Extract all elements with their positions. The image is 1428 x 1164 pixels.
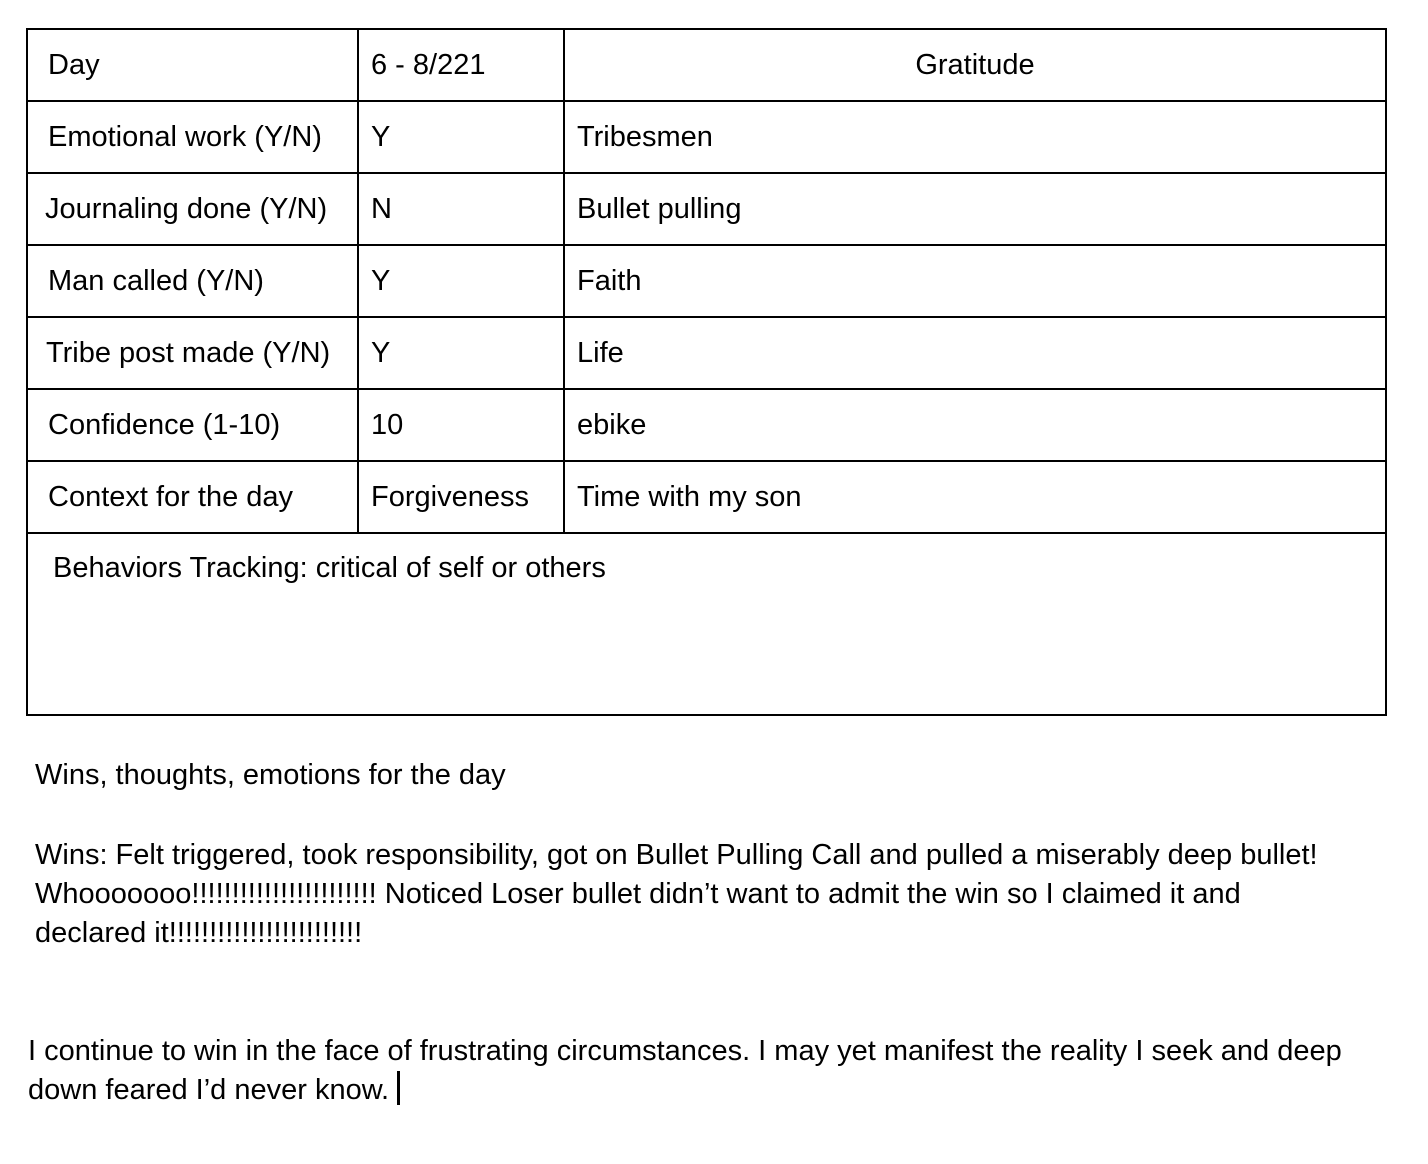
tracker-row-context [27,461,1386,533]
text-cursor [397,1071,400,1105]
row-label[interactable]: Context for the day [27,461,358,533]
row-label[interactable]: Tribe post made (Y/N) [27,317,358,389]
gratitude-item[interactable]: Tribesmen [564,101,1386,173]
row-label[interactable]: Journaling done (Y/N) [27,173,358,245]
tracker-row-confidence [27,389,1386,461]
row-value[interactable]: N [358,173,564,245]
row-value[interactable]: Y [358,245,564,317]
gratitude-item[interactable]: Time with my son [564,461,1386,533]
gratitude-item[interactable]: Faith [564,245,1386,317]
behaviors-tracking-cell[interactable]: Behaviors Tracking: critical of self or others [27,533,1386,715]
wins-heading[interactable]: Wins, thoughts, emotions for the day [35,759,506,791]
daily-tracker-table [26,28,1387,716]
row-label[interactable]: Emotional work (Y/N) [27,101,358,173]
tracker-row-journaling [27,173,1386,245]
gratitude-item[interactable]: Bullet pulling [564,173,1386,245]
tracker-row-tribe-post [27,317,1386,389]
row-value[interactable]: Y [358,101,564,173]
day-label[interactable]: Day [27,29,358,101]
row-label[interactable]: Confidence (1-10) [27,389,358,461]
closing-paragraph[interactable] [28,1032,1398,1110]
gratitude-header[interactable]: Gratitude [564,29,1386,101]
gratitude-item[interactable]: Life [564,317,1386,389]
row-label[interactable]: Man called (Y/N) [27,245,358,317]
day-value[interactable]: 6 - 8/221 [358,29,564,101]
row-value[interactable]: Y [358,317,564,389]
day-row [27,29,1386,101]
wins-paragraph[interactable]: Wins: Felt triggered, took responsibility, got on Bullet Pulling Call and pulled a miserably deep bullet! Whooooooo!!!!!!!!!!!!!!!!!!!!!!! Noticed Loser bullet didn’t want to admit the win so I claimed it and declared it!!!!!!!!!!!!!!!!!!!!!!!! [35,839,1318,949]
row-value[interactable]: 10 [358,389,564,461]
behaviors-tracking-row [27,533,1386,715]
tracker-row-emotional-work [27,101,1386,173]
closing-text[interactable]: I continue to win in the face of frustrating circumstances. I may yet manifest the reality I seek and deep down feared I’d never know. [28,1035,1342,1106]
tracker-row-man-called [27,245,1386,317]
gratitude-item[interactable]: ebike [564,389,1386,461]
row-value[interactable]: Forgiveness [358,461,564,533]
